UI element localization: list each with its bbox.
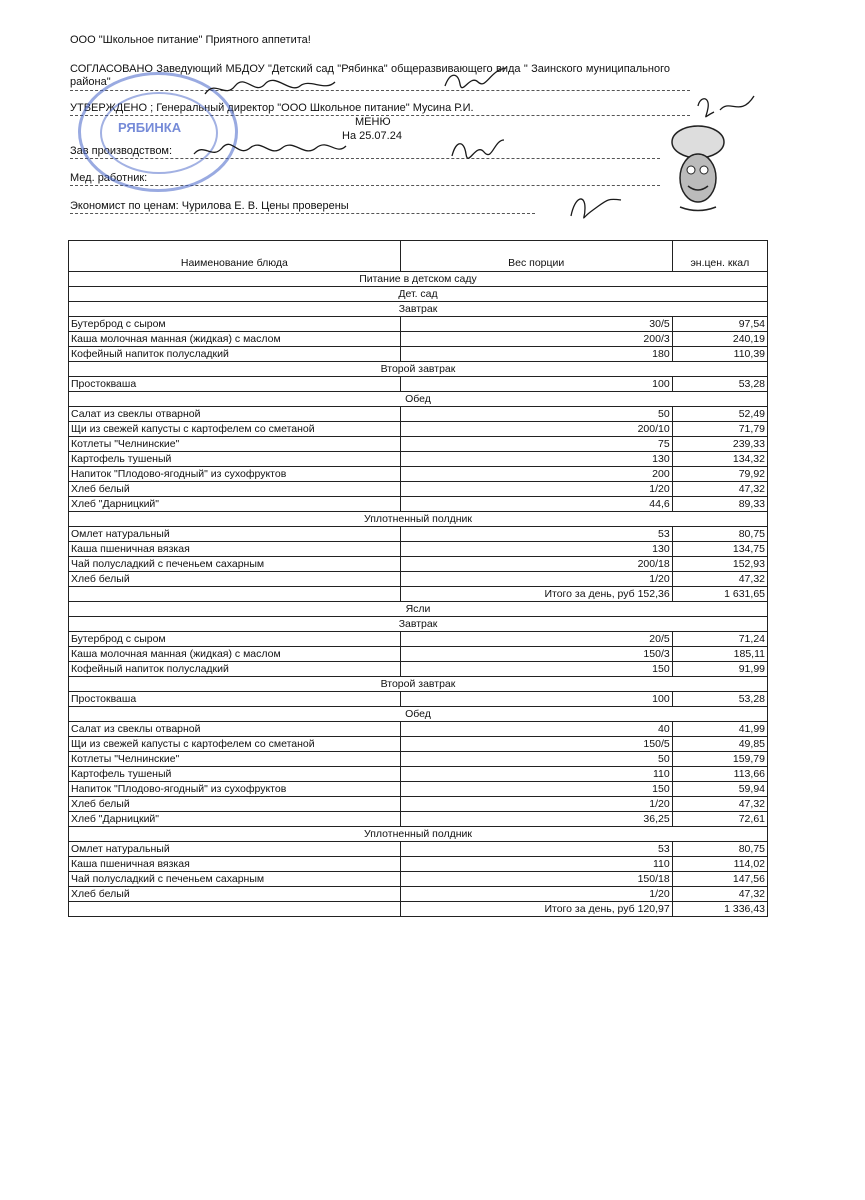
section-label: Уплотненный полдник: [69, 827, 768, 842]
energy-kcal: 49,85: [672, 737, 767, 752]
signature-director: [690, 94, 760, 124]
energy-kcal: 240,19: [672, 332, 767, 347]
dish-name: Кофейный напиток полусладкий: [69, 662, 401, 677]
menu-item-row: [69, 797, 768, 812]
dish-name: Простокваша: [69, 377, 401, 392]
menu-item-row: [69, 377, 768, 392]
dish-name: Щи из свежей капусты с картофелем со сметаной: [69, 422, 401, 437]
menu-item-row: [69, 752, 768, 767]
daily-total-price: Итого за день, руб 152,36: [400, 587, 672, 602]
daily-total-kcal: 1 631,65: [672, 587, 767, 602]
menu-item-row: [69, 842, 768, 857]
dish-name: Кофейный напиток полусладкий: [69, 347, 401, 362]
portion-weight: 200/10: [400, 422, 672, 437]
energy-kcal: 47,32: [672, 887, 767, 902]
energy-kcal: 134,32: [672, 452, 767, 467]
section-row: [69, 827, 768, 842]
portion-weight: 40: [400, 722, 672, 737]
header-portion-weight: Вес порции: [400, 241, 672, 272]
section-row: [69, 392, 768, 407]
portion-weight: 44,6: [400, 497, 672, 512]
energy-kcal: 71,79: [672, 422, 767, 437]
portion-weight: 150/18: [400, 872, 672, 887]
dish-name: Каша пшеничная вязкая: [69, 857, 401, 872]
dish-name: Омлет натуральный: [69, 842, 401, 857]
dish-name: Напиток "Плодово-ягодный" из сухофруктов: [69, 467, 401, 482]
portion-weight: 1/20: [400, 797, 672, 812]
menu-item-row: [69, 452, 768, 467]
portion-weight: 150: [400, 782, 672, 797]
menu-item-row: [69, 767, 768, 782]
energy-kcal: 79,92: [672, 467, 767, 482]
dish-name: Картофель тушеный: [69, 452, 401, 467]
menu-item-row: [69, 467, 768, 482]
chef-mascot-icon: [660, 122, 735, 217]
energy-kcal: 47,32: [672, 572, 767, 587]
dish-name: Бутерброд с сыром: [69, 632, 401, 647]
portion-weight: 20/5: [400, 632, 672, 647]
menu-item-row: [69, 557, 768, 572]
section-label: Обед: [69, 707, 768, 722]
dish-name: [69, 587, 401, 602]
energy-kcal: 53,28: [672, 377, 767, 392]
dish-name: Бутерброд с сыром: [69, 317, 401, 332]
portion-weight: 50: [400, 407, 672, 422]
energy-kcal: 53,28: [672, 692, 767, 707]
menu-table-header: [69, 241, 768, 272]
energy-kcal: 89,33: [672, 497, 767, 512]
section-row: [69, 677, 768, 692]
portion-weight: 1/20: [400, 572, 672, 587]
portion-weight: 1/20: [400, 887, 672, 902]
energy-kcal: 114,02: [672, 857, 767, 872]
menu-item-row: [69, 527, 768, 542]
section-label: Уплотненный полдник: [69, 512, 768, 527]
portion-weight: 150/5: [400, 737, 672, 752]
section-row: [69, 362, 768, 377]
header-dish-name: Наименование блюда: [69, 241, 401, 272]
medical-worker-label: Мед. работник:: [70, 172, 148, 184]
menu-item-row: [69, 422, 768, 437]
dish-name: Щи из свежей капусты с картофелем со сметаной: [69, 737, 401, 752]
menu-table: [68, 240, 768, 917]
energy-kcal: 110,39: [672, 347, 767, 362]
signature-production-initials: [448, 134, 508, 164]
portion-weight: 53: [400, 527, 672, 542]
section-row: [69, 602, 768, 617]
portion-weight: 75: [400, 437, 672, 452]
menu-item-row: [69, 782, 768, 797]
portion-weight: 100: [400, 377, 672, 392]
menu-item-row: [69, 812, 768, 827]
dish-name: Каша пшеничная вязкая: [69, 542, 401, 557]
menu-item-row: [69, 407, 768, 422]
menu-item-row: [69, 542, 768, 557]
menu-item-row: [69, 662, 768, 677]
agreed-line: СОГЛАСОВАНО Заведующий МБДОУ "Детский сад "Рябинка" общеразвивающего вида " Заинского муниципального района": [70, 63, 670, 88]
total-row: [69, 902, 768, 917]
portion-weight: 200/3: [400, 332, 672, 347]
energy-kcal: 52,49: [672, 407, 767, 422]
section-label: Второй завтрак: [69, 677, 768, 692]
menu-item-row: [69, 482, 768, 497]
energy-kcal: 239,33: [672, 437, 767, 452]
portion-weight: 50: [400, 752, 672, 767]
portion-weight: 200: [400, 467, 672, 482]
dish-name: Чай полусладкий с печеньем сахарным: [69, 872, 401, 887]
signature-economist: [565, 190, 625, 224]
dish-name: Хлеб "Дарницкий": [69, 812, 401, 827]
energy-kcal: 134,75: [672, 542, 767, 557]
section-row: [69, 707, 768, 722]
dish-name: Картофель тушеный: [69, 767, 401, 782]
menu-item-row: [69, 572, 768, 587]
menu-item-row: [69, 692, 768, 707]
section-row: [69, 287, 768, 302]
section-row: [69, 617, 768, 632]
menu-item-row: [69, 497, 768, 512]
energy-kcal: 47,32: [672, 797, 767, 812]
section-label: Ясли: [69, 602, 768, 617]
energy-kcal: 113,66: [672, 767, 767, 782]
energy-kcal: 185,11: [672, 647, 767, 662]
dish-name: Салат из свеклы отварной: [69, 722, 401, 737]
economist-dotted-line: [70, 213, 535, 214]
company-line: ООО "Школьное питание" Приятного аппетита!: [70, 34, 311, 46]
energy-kcal: 152,93: [672, 557, 767, 572]
energy-kcal: 159,79: [672, 752, 767, 767]
menu-title: МЕНЮ: [355, 116, 391, 128]
signature-production-manager: [190, 138, 350, 164]
dish-name: Хлеб "Дарницкий": [69, 497, 401, 512]
dish-name: Хлеб белый: [69, 572, 401, 587]
portion-weight: 110: [400, 857, 672, 872]
portion-weight: 30/5: [400, 317, 672, 332]
section-label: Дет. сад: [69, 287, 768, 302]
energy-kcal: 59,94: [672, 782, 767, 797]
portion-weight: 130: [400, 542, 672, 557]
portion-weight: 100: [400, 692, 672, 707]
signature-initials-agreed: [440, 64, 510, 94]
menu-item-row: [69, 887, 768, 902]
portion-weight: 36,25: [400, 812, 672, 827]
portion-weight: 110: [400, 767, 672, 782]
menu-table-body: [69, 272, 768, 917]
dish-name: Каша молочная манная (жидкая) с маслом: [69, 647, 401, 662]
energy-kcal: 80,75: [672, 527, 767, 542]
energy-kcal: 147,56: [672, 872, 767, 887]
section-row: [69, 272, 768, 287]
portion-weight: 200/18: [400, 557, 672, 572]
economist-line: Экономист по ценам: Чурилова Е. В. Цены проверены: [70, 200, 349, 212]
energy-kcal: 41,99: [672, 722, 767, 737]
production-manager-label: Зав производством:: [70, 145, 173, 157]
menu-item-row: [69, 437, 768, 452]
menu-item-row: [69, 647, 768, 662]
signature-head-agreed: [200, 74, 340, 104]
portion-weight: 130: [400, 452, 672, 467]
portion-weight: 150/3: [400, 647, 672, 662]
portion-weight: 180: [400, 347, 672, 362]
section-label: Второй завтрак: [69, 362, 768, 377]
portion-weight: 1/20: [400, 482, 672, 497]
dish-name: Омлет натуральный: [69, 527, 401, 542]
energy-kcal: 71,24: [672, 632, 767, 647]
portion-weight: 53: [400, 842, 672, 857]
menu-item-row: [69, 722, 768, 737]
menu-item-row: [69, 347, 768, 362]
dish-name: Хлеб белый: [69, 887, 401, 902]
dish-name: Каша молочная манная (жидкая) с маслом: [69, 332, 401, 347]
dish-name: Чай полусладкий с печеньем сахарным: [69, 557, 401, 572]
section-label: Питание в детском саду: [69, 272, 768, 287]
energy-kcal: 80,75: [672, 842, 767, 857]
section-row: [69, 302, 768, 317]
menu-item-row: [69, 632, 768, 647]
dish-name: Котлеты "Челнинские": [69, 437, 401, 452]
energy-kcal: 72,61: [672, 812, 767, 827]
menu-item-row: [69, 872, 768, 887]
menu-date: На 25.07.24: [342, 130, 402, 142]
dish-name: Простокваша: [69, 692, 401, 707]
section-label: Обед: [69, 392, 768, 407]
portion-weight: 150: [400, 662, 672, 677]
dish-name: Хлеб белый: [69, 797, 401, 812]
section-label: Завтрак: [69, 302, 768, 317]
section-label: Завтрак: [69, 617, 768, 632]
dish-name: [69, 902, 401, 917]
energy-kcal: 47,32: [672, 482, 767, 497]
menu-item-row: [69, 857, 768, 872]
dish-name: Хлеб белый: [69, 482, 401, 497]
section-row: [69, 512, 768, 527]
energy-kcal: 91,99: [672, 662, 767, 677]
header-energy-kcal: эн.цен. ккал: [672, 241, 767, 272]
approved-line: УТВЕРЖДЕНО ; Генеральный директор "ООО Школьное питание" Мусина Р.И.: [70, 102, 474, 114]
dish-name: Салат из свеклы отварной: [69, 407, 401, 422]
daily-total-kcal: 1 336,43: [672, 902, 767, 917]
energy-kcal: 97,54: [672, 317, 767, 332]
dish-name: Котлеты "Челнинские": [69, 752, 401, 767]
menu-item-row: [69, 737, 768, 752]
menu-item-row: [69, 332, 768, 347]
total-row: [69, 587, 768, 602]
dish-name: Напиток "Плодово-ягодный" из сухофруктов: [69, 782, 401, 797]
stamp-name: РЯБИНКА: [118, 120, 182, 135]
daily-total-price: Итого за день, руб 120,97: [400, 902, 672, 917]
menu-item-row: [69, 317, 768, 332]
